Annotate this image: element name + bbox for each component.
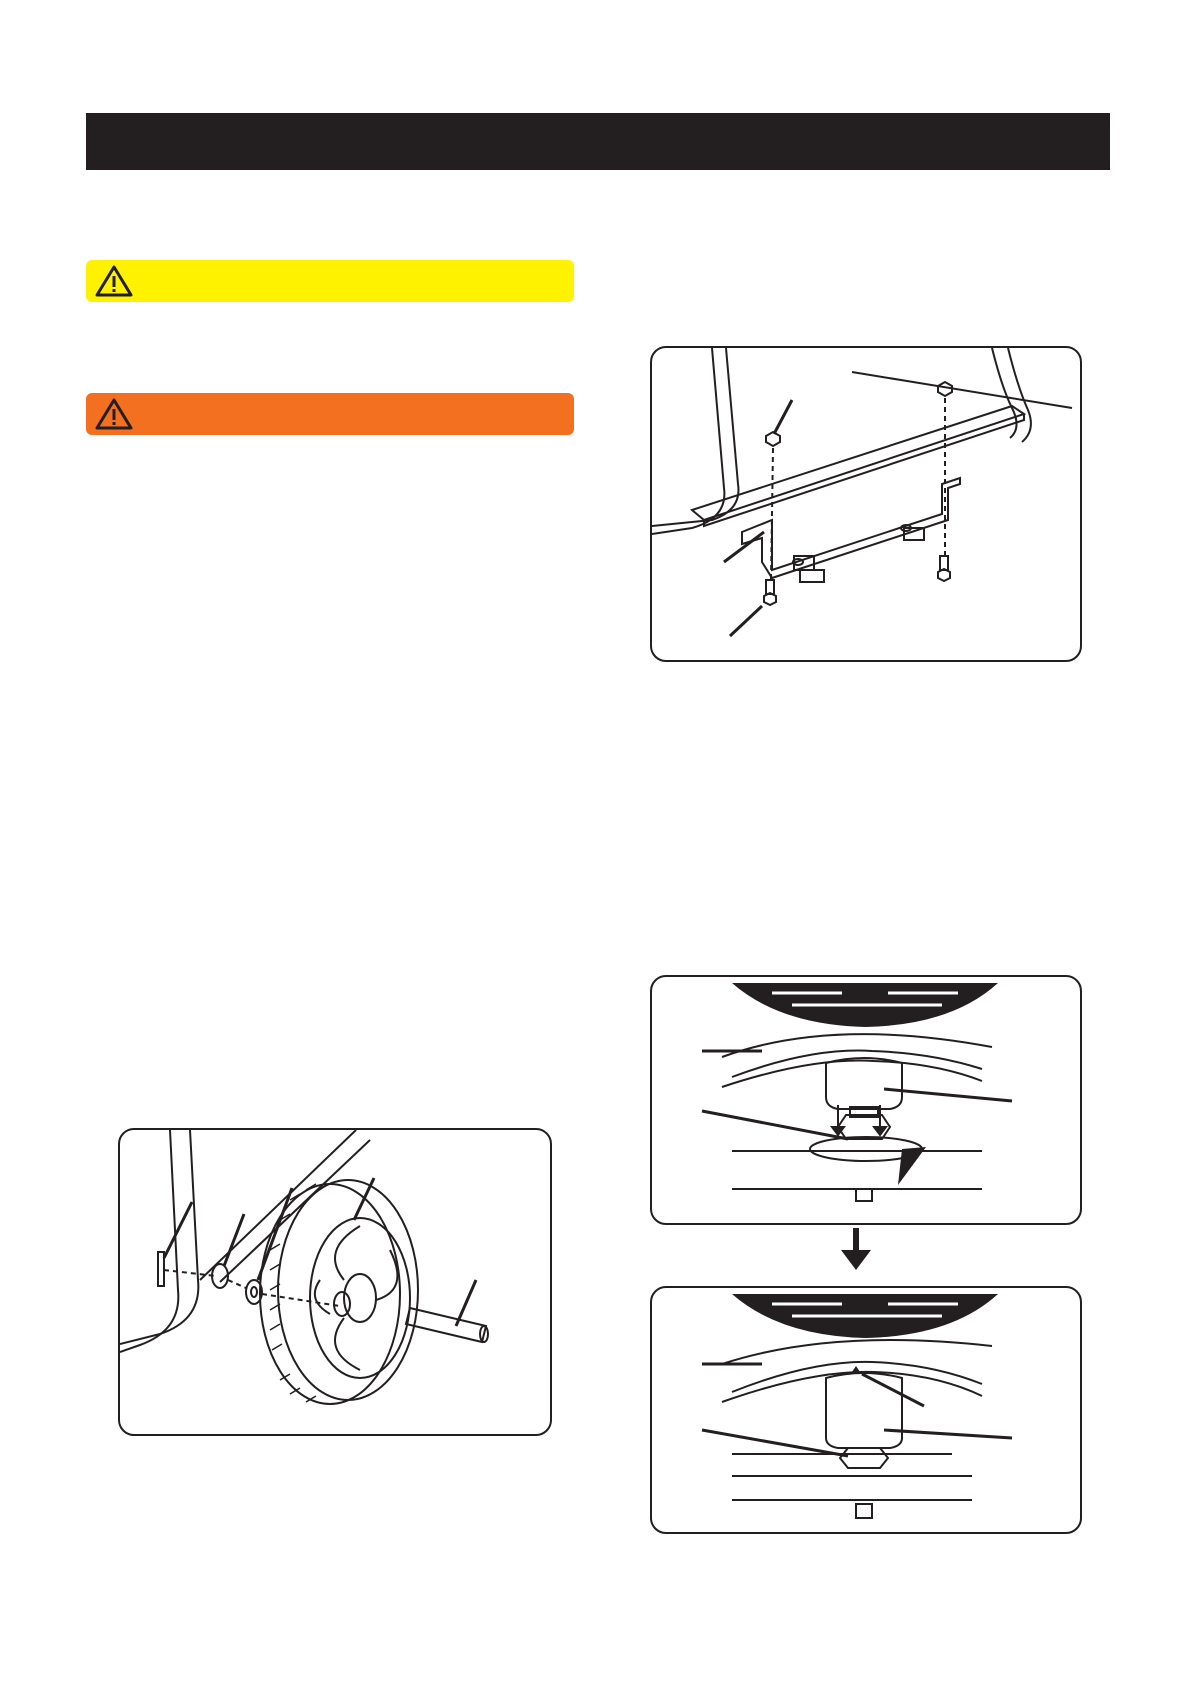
caution-banner xyxy=(86,260,574,302)
handle-knob-tightening-illustration xyxy=(652,977,1080,1223)
arrow-down-icon xyxy=(841,1228,871,1272)
foot-bracket-illustration xyxy=(652,348,1080,660)
warning-triangle-icon xyxy=(94,397,134,431)
warning-banner xyxy=(86,393,574,435)
wheel-assembly-illustration xyxy=(120,1130,550,1434)
figure-handle-knob-secured xyxy=(650,1286,1082,1534)
warning-triangle-icon xyxy=(94,264,134,298)
figure-wheel-assembly xyxy=(118,1128,552,1436)
handle-knob-secured-illustration xyxy=(652,1288,1080,1532)
figure-foot-bracket xyxy=(650,346,1082,662)
figure-handle-knob-tightening xyxy=(650,975,1082,1225)
section-header-bar xyxy=(86,113,1110,170)
